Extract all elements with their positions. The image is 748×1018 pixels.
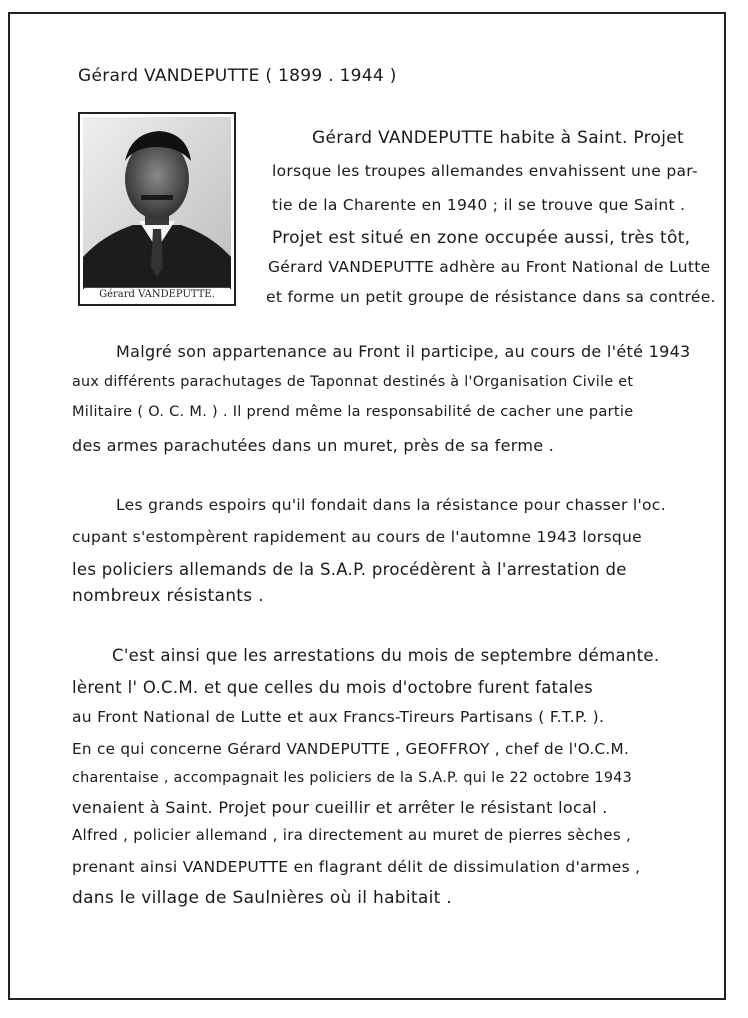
paragraph-1-line-1: Gérard VANDEPUTTE habite à Saint. Projet [312,128,685,148]
paragraph-4-line-1: C'est ainsi que les arrestations du mois de septembre démante. [112,646,660,665]
paragraph-1-line-3: tie de la Charente en 1940 ; il se trouve que Saint . [272,196,686,214]
paragraph-2-line-4: des armes parachutées dans un muret, près de sa ferme . [72,436,555,455]
paragraph-4-line-4: En ce qui concerne Gérard VANDEPUTTE , GEOFFROY , chef de l'O.C.M. [72,740,630,758]
paragraph-2-line-1: Malgré son appartenance au Front il participe, au cours de l'été 1943 [116,342,691,361]
paragraph-2-line-2: aux différents parachutages de Taponnat destinés à l'Organisation Civile et [72,374,634,390]
paragraph-3-line-2: cupant s'estompèrent rapidement au cours de l'automne 1943 lorsque [72,528,642,546]
paragraph-3-line-1: Les grands espoirs qu'il fondait dans la résistance pour chasser l'oc. [116,496,666,514]
paragraph-3-line-3: les policiers allemands de la S.A.P. procédèrent à l'arrestation de [72,560,627,579]
paragraph-1-line-2: lorsque les troupes allemandes envahissent une par- [272,162,698,180]
photo-caption: Gérard VANDEPUTTE. [84,287,230,302]
paragraph-2-line-3: Militaire ( O. C. M. ) . Il prend même la responsabilité de cacher une partie [72,404,634,420]
paragraph-1-line-5: Gérard VANDEPUTTE adhère au Front National de Lutte [268,258,711,276]
portrait-image [83,117,231,289]
paragraph-1-line-6: et forme un petit groupe de résistance dans sa contrée. [266,288,716,306]
page-title: Gérard VANDEPUTTE ( 1899 . 1944 ) [78,66,397,86]
paragraph-4-line-6: venaient à Saint. Projet pour cueillir et arrêter le résistant local . [72,798,608,817]
portrait-photo [78,112,236,306]
paragraph-4-line-2: lèrent l' O.C.M. et que celles du mois d'octobre furent fatales [72,678,594,697]
paragraph-1-line-4: Projet est situé en zone occupée aussi, très tôt, [272,228,691,248]
paragraph-4-line-3: au Front National de Lutte et aux Francs-Tireurs Partisans ( F.T.P. ). [72,708,605,726]
paragraph-3-line-4: nombreux résistants . [72,586,264,606]
paragraph-4-line-5: charentaise , accompagnait les policiers de la S.A.P. qui le 22 octobre 1943 [72,770,633,786]
paragraph-4-line-8: prenant ainsi VANDEPUTTE en flagrant délit de dissimulation d'armes , [72,858,641,876]
paragraph-4-line-9: dans le village de Saulnières où il habitait . [72,888,452,908]
paragraph-4-line-7: Alfred , policier allemand , ira directement au muret de pierres sèches , [72,826,632,844]
